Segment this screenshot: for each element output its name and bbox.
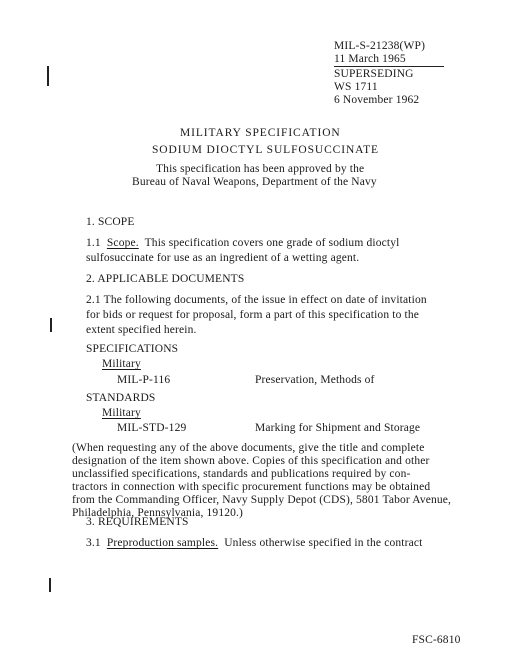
applicable-text-3: extent specified herein.: [86, 324, 197, 336]
standards-doc-number: MIL-STD-129: [117, 422, 187, 434]
specifications-doc-number: MIL-P-116: [117, 374, 171, 386]
margin-mark-2: [50, 318, 52, 332]
approval-line-1: This specification has been approved by the: [156, 163, 365, 175]
section-applicable-heading: 2. APPLICABLE DOCUMENTS: [86, 273, 245, 285]
note-line-3: unclassified specifications, standards and publications required by con-: [72, 468, 411, 480]
note-line-1: (When requesting any of the above documents, give the title and complete: [72, 442, 425, 454]
note-line-6: Philadelphia, Pennsylvania, 19120.): [72, 507, 244, 519]
doc-number: MIL-S-21238(WP): [334, 40, 426, 52]
superseded-date: 6 November 1962: [334, 94, 420, 106]
applicable-text-1: 2.1 The following documents, of the issue in effect on date of invitation: [86, 294, 427, 306]
spec-subject-title: SODIUM DIOCTYL SULFOSUCCINATE: [152, 144, 379, 156]
specifications-subheading: Military: [102, 358, 141, 370]
applicable-text-2: for bids or request for proposal, form a part of this specification to the: [86, 309, 420, 321]
requirements-paragraph-line-1: [86, 537, 422, 549]
standards-doc-title: Marking for Shipment and Storage: [255, 422, 421, 434]
margin-mark-1: [47, 66, 49, 86]
superseding-label: SUPERSEDING: [334, 68, 414, 80]
note-line-4: tractors in connection with specific procurement functions may be obtained: [72, 481, 431, 493]
scope-paragraph-line-1: [86, 237, 399, 249]
section-requirements-heading: 3. REQUIREMENTS: [86, 516, 189, 528]
note-line-2: designation of the item shown above. Copies of this specification and other: [72, 455, 430, 467]
standards-subheading: Military: [102, 407, 141, 419]
approval-line-2: Bureau of Naval Weapons, Department of the Navy: [132, 176, 377, 188]
scope-para-num: 1.1: [86, 237, 101, 249]
standards-heading: STANDARDS: [86, 392, 156, 404]
requirements-text-1: Unless otherwise specified in the contract: [224, 537, 423, 549]
scope-text-1: This specification covers one grade of sodium dioctyl: [144, 237, 400, 249]
margin-mark-3: [49, 578, 51, 592]
requirements-para-title: Preproduction samples.: [106, 537, 219, 549]
header-rule: [334, 66, 444, 67]
scope-text-2: sulfosuccinate for use as an ingredient of a wetting agent.: [86, 252, 360, 264]
scope-para-title: Scope.: [106, 237, 139, 249]
superseded-doc: WS 1711: [334, 81, 378, 93]
specifications-heading: SPECIFICATIONS: [86, 343, 179, 355]
specifications-doc-title: Preservation, Methods of: [255, 374, 375, 386]
footer-fsc-code: FSC-6810: [412, 634, 461, 646]
requirements-para-num: 3.1: [86, 537, 101, 549]
doc-date: 11 March 1965: [334, 53, 406, 65]
spec-type-title: MILITARY SPECIFICATION: [180, 127, 341, 139]
section-scope-heading: 1. SCOPE: [86, 216, 135, 228]
note-line-5: from the Commanding Officer, Navy Supply Depot (CDS), 5801 Tabor Avenue,: [72, 494, 452, 506]
